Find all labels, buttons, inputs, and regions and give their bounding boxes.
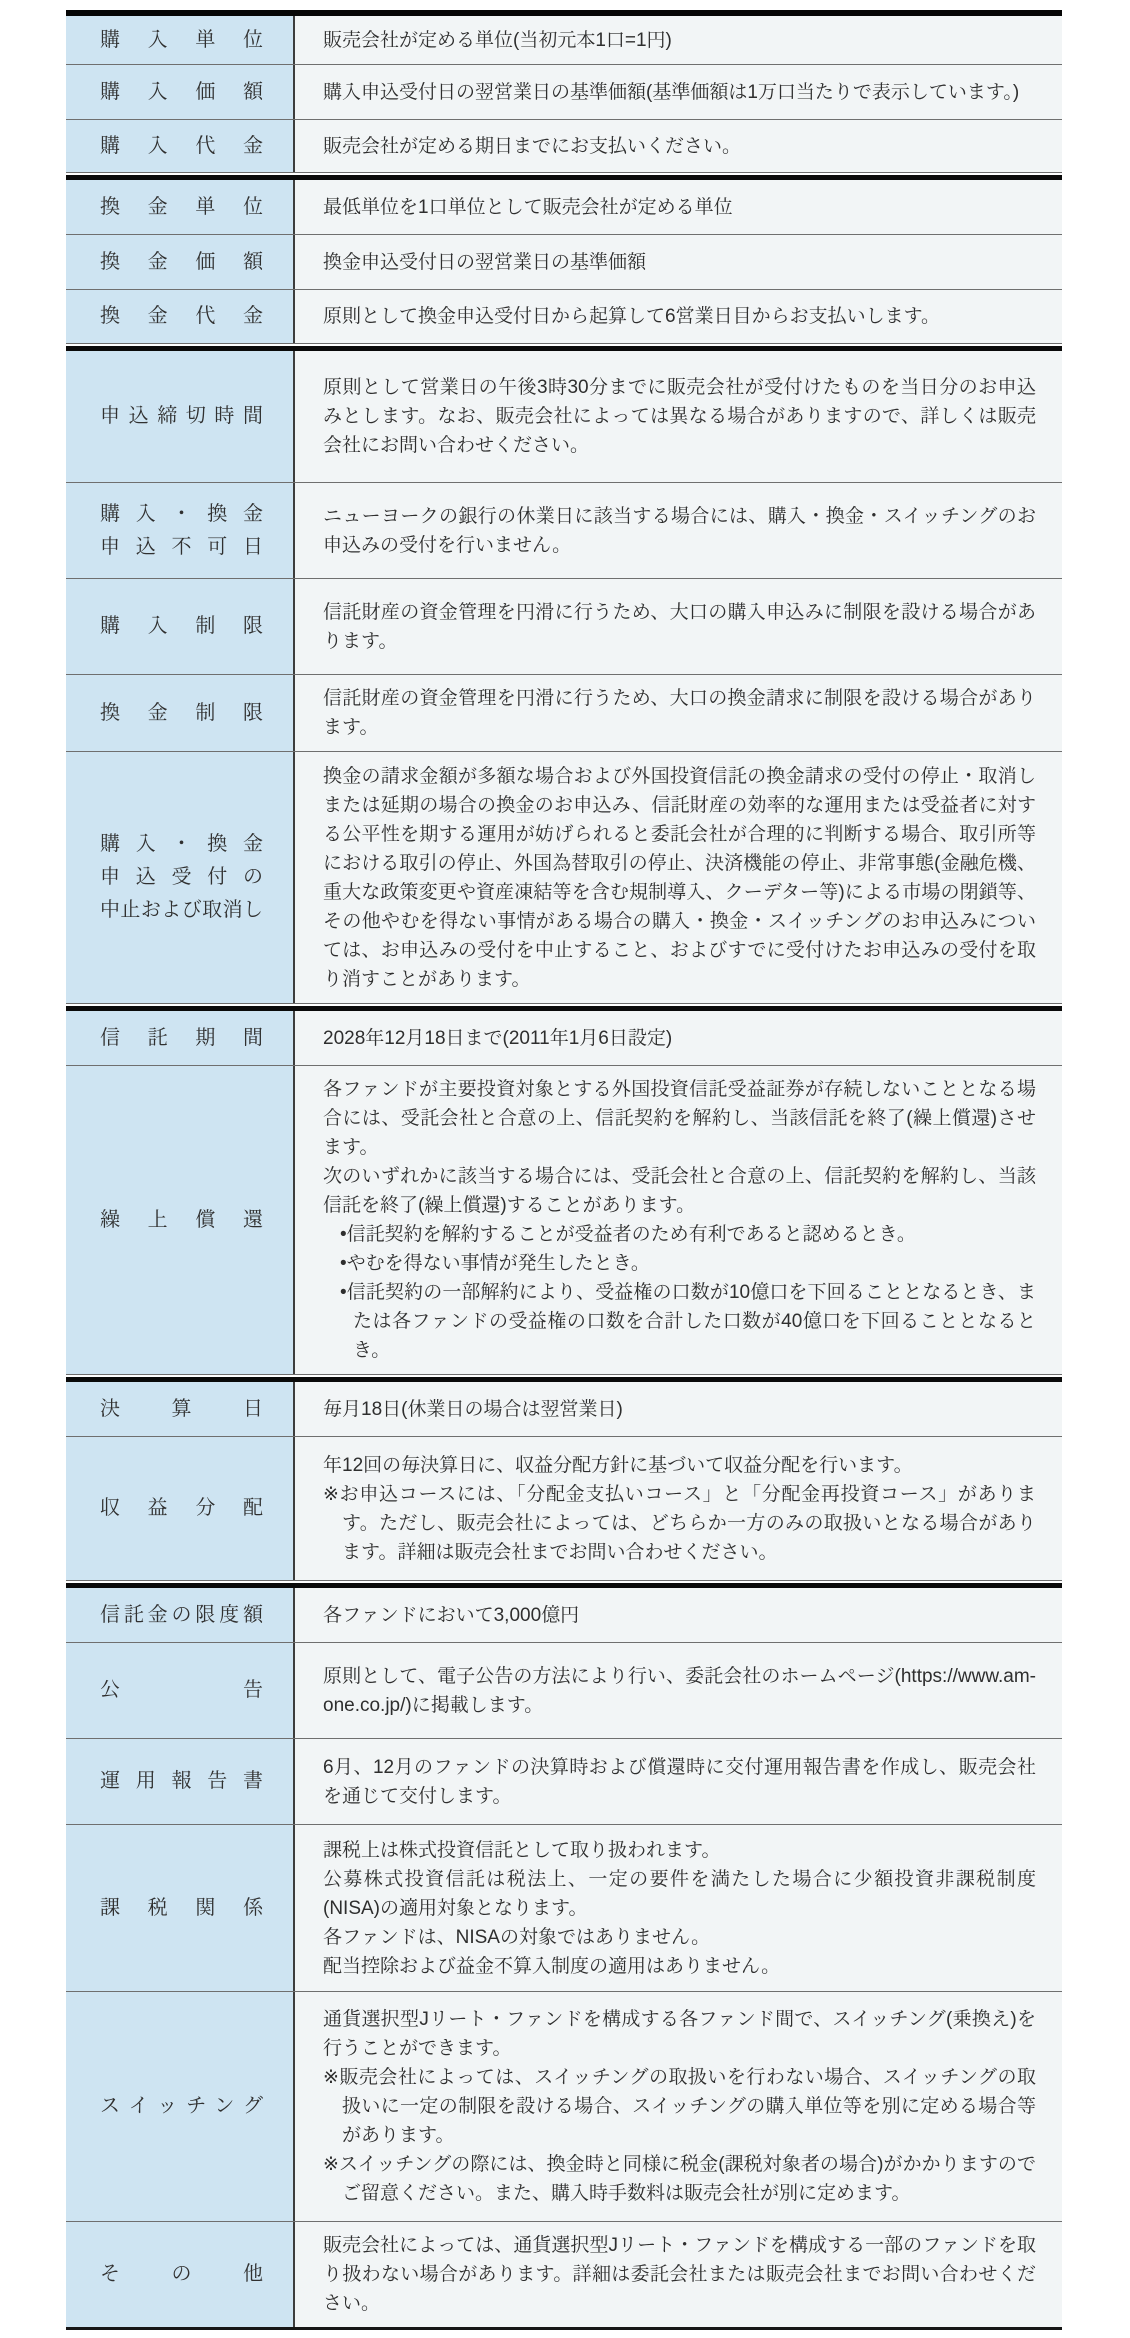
table-row bbox=[66, 1382, 1062, 1436]
paragraph: 原則として換金申込受付日から起算して6営業日目からお支払いします。 bbox=[323, 306, 941, 327]
row-label bbox=[66, 1588, 295, 1642]
paragraph: 換金申込受付日の翌営業日の基準価額 bbox=[323, 251, 647, 273]
paragraph: 信託財産の資金管理を円滑に行うため、大口の換金請求に制限を設ける場合があります。 bbox=[323, 688, 1036, 738]
table-row bbox=[66, 289, 1062, 343]
bullet-item: •信託契約を解約することが受益者のため有利であると認めるとき。 bbox=[340, 1224, 916, 1245]
table-row bbox=[66, 16, 1062, 64]
row-content bbox=[295, 16, 1062, 64]
row-content bbox=[295, 1011, 1062, 1065]
section-separator bbox=[66, 1374, 1062, 1382]
note-paragraph: ※お申込コースには、「分配金支払いコース」と「分配金再投資コース」があります。ただし、販売会社によっては、どちらか一方のみの取扱いとなる場合があります。詳細は販売会社までお問い合わせください。 bbox=[323, 1483, 1036, 1563]
table-row bbox=[66, 1824, 1062, 1991]
row-label-line: 申込締切時間 bbox=[100, 405, 263, 427]
table-row bbox=[66, 64, 1062, 119]
paragraph: 換金の請求金額が多額な場合および外国投資信託の換金請求の受付の停止・取消しまたは延期の場合の換金のお申込み、信託財産の効率的な運用または受益者に対する公平性を期する運用が妨げられると委託会社が合理的に判断する場合、取引所等における取引の停止、外国為替取引の停止、決済機能の停止、非常事態(金融危機、重大な政策変更や資産凍結等を含む規制導入、クーデター等)による市場の閉鎖等、その他やむを得ない事情がある場合の購入・換金・スイッチングのお申込みについては、お申込みの受付を中止すること、およびすでに受付けたお申込みの受付を取り消すことがあります。 bbox=[323, 765, 1036, 990]
paragraph: 信託財産の資金管理を円滑に行うため、大口の購入申込みに制限を設ける場合があります。 bbox=[323, 601, 1036, 652]
row-label bbox=[66, 1643, 295, 1738]
row-content bbox=[295, 120, 1062, 172]
table-row bbox=[66, 1065, 1062, 1374]
row-label-line: 購入・換金 bbox=[100, 502, 263, 525]
paragraph: 原則として営業日の午後3時30分までに販売会社が受付けたものを当日分のお申込みとします。なお、販売会社によっては異なる場合がありますので、詳しくは販売会社にお問い合わせください。 bbox=[323, 377, 1036, 456]
section-separator bbox=[66, 343, 1062, 351]
row-label-line: 収益分配 bbox=[100, 1497, 263, 1519]
table-row bbox=[66, 1011, 1062, 1065]
row-label-line: 購入制限 bbox=[100, 615, 263, 637]
row-label bbox=[66, 351, 295, 482]
row-content bbox=[295, 2222, 1062, 2327]
row-label-line: 中止および取消し bbox=[100, 899, 263, 921]
row-content bbox=[295, 235, 1062, 289]
paragraph: 次のいずれかに該当する場合には、受託会社と合意の上、信託契約を解約し、当該信託を終了(繰上償還)することがあります。 bbox=[323, 1166, 1036, 1216]
row-label bbox=[66, 579, 295, 674]
row-label-line: 換金代金 bbox=[100, 305, 263, 327]
row-content bbox=[295, 1643, 1062, 1738]
row-content bbox=[295, 1992, 1062, 2221]
row-content bbox=[295, 180, 1062, 234]
paragraph: 各ファンドが主要投資対象とする外国投資信託受益証券が存続しないこととなる場合には、受託会社と合意の上、信託契約を解約し、当該信託を終了(繰上償還)させます。 bbox=[323, 1079, 1036, 1158]
paragraph: 6月、12月のファンドの決算時および償還時に交付運用報告書を作成し、販売会社を通じて交付します。 bbox=[323, 1756, 1036, 1807]
row-label bbox=[66, 1382, 295, 1436]
row-label bbox=[66, 1066, 295, 1374]
paragraph: 通貨選択型Jリート・ファンドを構成する各ファンド間で、スイッチング(乗換え)を行うことができます。 bbox=[323, 2009, 1036, 2059]
paragraph: 年12回の毎決算日に、収益分配方針に基づいて収益分配を行います。 bbox=[323, 1454, 913, 1476]
paragraph: 配当控除および益金不算入制度の適用はありません。 bbox=[323, 1955, 781, 1977]
table-row bbox=[66, 1738, 1062, 1824]
bullet-item: •信託契約の一部解約により、受益権の口数が10億口を下回ることとなるとき、または各ファンドの受益権の口数を合計した口数が40億口を下回ることとなるとき。 bbox=[340, 1282, 1036, 1361]
row-content bbox=[295, 675, 1062, 751]
row-label-line: 申込不可日 bbox=[100, 535, 263, 558]
row-label bbox=[66, 235, 295, 289]
row-label bbox=[66, 2222, 295, 2327]
row-label bbox=[66, 1992, 295, 2221]
row-label-line: 申込受付の bbox=[100, 866, 263, 888]
row-content bbox=[295, 483, 1062, 578]
table-row bbox=[66, 119, 1062, 172]
table-row bbox=[66, 1436, 1062, 1580]
row-label bbox=[66, 1825, 295, 1991]
section-separator bbox=[66, 1580, 1062, 1588]
row-label-line: 購入単位 bbox=[100, 28, 263, 51]
row-content bbox=[295, 65, 1062, 119]
paragraph: 毎月18日(休業日の場合は翌営業日) bbox=[323, 1398, 623, 1420]
row-label bbox=[66, 290, 295, 343]
table-row bbox=[66, 351, 1062, 482]
paragraph: 原則として、電子公告の方法により行い、委託会社のホームページ(https://www.am-one.co.jp/)に掲載します。 bbox=[323, 1665, 1036, 1716]
note-paragraph: ※販売会社によっては、スイッチングの取扱いを行わない場合、スイッチングの取扱いに一定の制限を設ける場合、スイッチングの購入単位等を別に定める場合等があります。 bbox=[323, 2067, 1036, 2146]
row-label bbox=[66, 675, 295, 751]
paragraph: 各ファンドは、NISAの対象ではありません。 bbox=[323, 1926, 711, 1948]
paragraph: 公募株式投資信託は税法上、一定の要件を満たした場合に少額投資非課税制度(NISA)の適用対象となります。 bbox=[323, 1868, 1036, 1919]
row-content bbox=[295, 1739, 1062, 1824]
paragraph: 各ファンドにおいて3,000億円 bbox=[323, 1604, 580, 1626]
row-label bbox=[66, 752, 295, 1003]
row-label-line: 運用報告書 bbox=[100, 1770, 263, 1792]
table-row bbox=[66, 1588, 1062, 1642]
row-content bbox=[295, 290, 1062, 343]
paragraph: ニューヨークの銀行の休業日に該当する場合には、購入・換金・スイッチングのお申込みの受付を行いません。 bbox=[323, 505, 1036, 556]
paragraph: 最低単位を1口単位として販売会社が定める単位 bbox=[323, 196, 733, 218]
row-content bbox=[295, 752, 1062, 1003]
row-content bbox=[295, 351, 1062, 482]
table-row bbox=[66, 751, 1062, 1003]
row-label bbox=[66, 180, 295, 234]
row-label-line: 換金価額 bbox=[100, 250, 263, 273]
section-separator bbox=[66, 1003, 1062, 1011]
paragraph: 販売会社が定める期日までにお支払いください。 bbox=[323, 135, 742, 157]
bullet-item: •やむを得ない事情が発生したとき。 bbox=[340, 1253, 650, 1274]
row-content bbox=[295, 579, 1062, 674]
row-label bbox=[66, 120, 295, 172]
table-row bbox=[66, 482, 1062, 578]
row-label bbox=[66, 1437, 295, 1580]
row-label-line: 課税関係 bbox=[100, 1896, 263, 1919]
paragraph: 購入申込受付日の翌営業日の基準価額(基準価額は1万口当たりで表示しています。) bbox=[323, 81, 1020, 103]
row-label bbox=[66, 1011, 295, 1065]
row-content bbox=[295, 1437, 1062, 1580]
row-label bbox=[66, 16, 295, 64]
paragraph: 販売会社が定める単位(当初元本1口=1円) bbox=[323, 29, 672, 51]
row-label-line: 購入代金 bbox=[100, 134, 263, 157]
note-paragraph: ※スイッチングの際には、換金時と同様に税金(課税対象者の場合)がかかりますのでご留意ください。また、購入時手数料は販売会社が別に定めます。 bbox=[323, 2154, 1036, 2204]
row-label-line: 購入・換金 bbox=[100, 833, 263, 855]
table-row bbox=[66, 1642, 1062, 1738]
row-label-line: その他 bbox=[100, 2263, 263, 2285]
row-label-line: 信託金の限度額 bbox=[100, 1603, 263, 1626]
row-label-line: 換金制限 bbox=[100, 701, 263, 724]
section-separator bbox=[66, 172, 1062, 180]
paragraph: 2028年12月18日まで(2011年1月6日設定) bbox=[323, 1027, 673, 1049]
table-row bbox=[66, 180, 1062, 234]
row-label-line: 公告 bbox=[100, 1679, 263, 1701]
row-label bbox=[66, 1739, 295, 1824]
row-content bbox=[295, 1382, 1062, 1436]
table-row bbox=[66, 234, 1062, 289]
row-label-line: 繰上償還 bbox=[100, 1208, 263, 1231]
paragraph: 販売会社によっては、通貨選択型Jリート・ファンドを構成する一部のファンドを取り扱わない場合があります。詳細は委託会社または販売会社までお問い合わせください。 bbox=[323, 2235, 1036, 2314]
table-row bbox=[66, 674, 1062, 751]
row-label-line: スイッチング bbox=[100, 2095, 263, 2117]
table-row bbox=[66, 1991, 1062, 2221]
row-content bbox=[295, 1825, 1062, 1991]
table-row bbox=[66, 578, 1062, 674]
row-label bbox=[66, 483, 295, 578]
row-label-line: 信託期間 bbox=[100, 1026, 263, 1049]
row-label bbox=[66, 65, 295, 119]
row-label-line: 購入価額 bbox=[100, 80, 263, 103]
table-row bbox=[66, 2221, 1062, 2327]
row-content bbox=[295, 1588, 1062, 1642]
fund-terms-table bbox=[66, 10, 1062, 2330]
paragraph: 課税上は株式投資信託として取り扱われます。 bbox=[323, 1839, 721, 1861]
row-content bbox=[295, 1066, 1062, 1374]
row-label-line: 換金単位 bbox=[100, 195, 263, 218]
row-label-line: 決算日 bbox=[100, 1397, 263, 1420]
